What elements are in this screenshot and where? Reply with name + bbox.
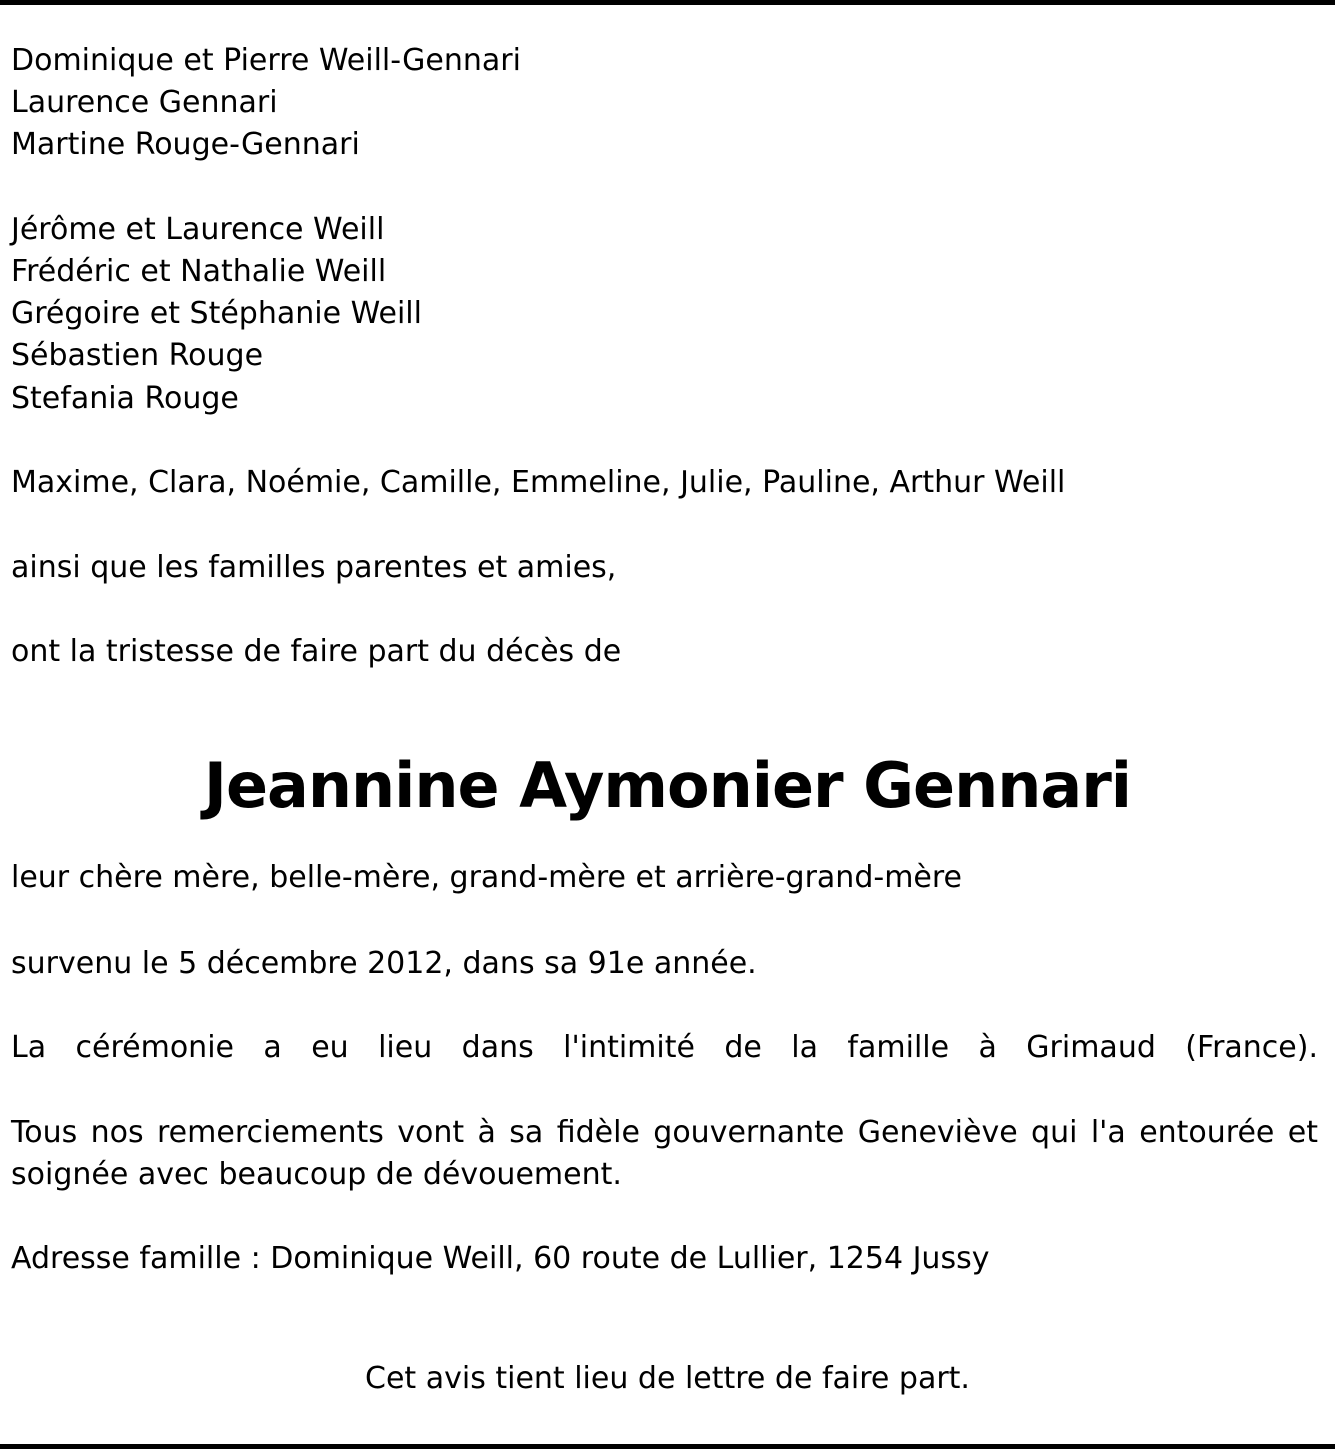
address-line: Adresse famille : Dominique Weill, 60 route de Lullier, 1254 Jussy — [11, 1241, 990, 1276]
thanks-paragraph — [11, 1112, 1318, 1196]
family-line-dominique-pierre: Dominique et Pierre Weill-Gennari — [11, 43, 521, 78]
top-border-rule — [0, 0, 1335, 5]
thanks-line-1: Tous nos remerciements vont à sa fidèle gouvernante Geneviève qui l'a entourée et — [11, 1115, 1318, 1150]
grandchildren-line: Maxime, Clara, Noémie, Camille, Emmeline, Julie, Pauline, Arthur Weill — [11, 465, 1066, 500]
family-line-laurence: Laurence Gennari — [11, 85, 278, 120]
bottom-border-rule — [0, 1444, 1335, 1449]
relation-line: leur chère mère, belle-mère, grand-mère et arrière-grand-mère — [11, 860, 963, 895]
families-line: ainsi que les familles parentes et amies, — [11, 550, 617, 585]
ceremony-line: La cérémonie a eu lieu dans l'intimité de la famille à Grimaud (France). — [11, 1030, 1318, 1065]
intro-line: ont la tristesse de faire part du décès de — [11, 634, 622, 669]
family-line-stefania: Stefania Rouge — [11, 381, 239, 416]
footer-note: Cet avis tient lieu de lettre de faire part. — [365, 1361, 970, 1396]
family-line-gregoire-stephanie: Grégoire et Stéphanie Weill — [11, 296, 422, 331]
date-line: survenu le 5 décembre 2012, dans sa 91e année. — [11, 946, 757, 981]
family-line-martine: Martine Rouge-Gennari — [11, 127, 360, 162]
thanks-line-2: soignée avec beaucoup de dévouement. — [11, 1157, 622, 1192]
family-line-jerome-laurence: Jérôme et Laurence Weill — [11, 212, 385, 247]
family-line-frederic-nathalie: Frédéric et Nathalie Weill — [11, 254, 387, 289]
family-line-sebastien: Sébastien Rouge — [11, 338, 264, 373]
deceased-name: Jeannine Aymonier Gennari — [203, 749, 1132, 822]
